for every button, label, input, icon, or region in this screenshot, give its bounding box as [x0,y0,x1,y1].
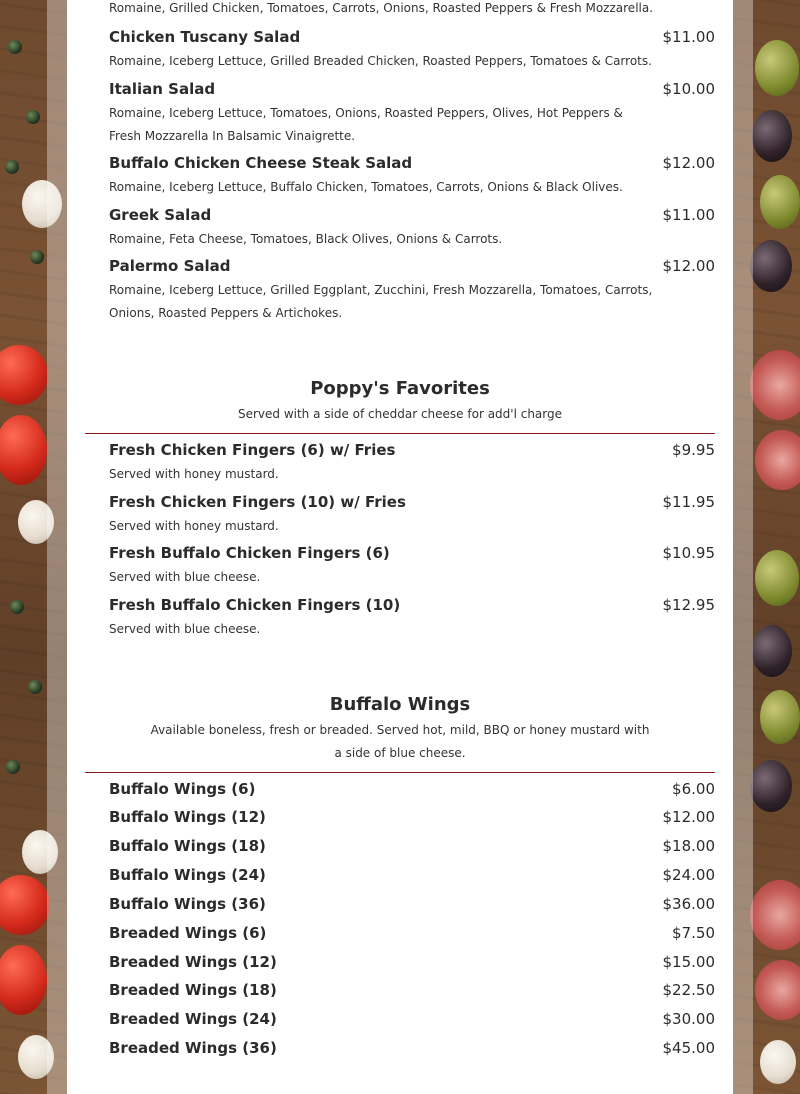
peppercorn-decor [30,250,44,264]
peppercorn-decor [26,110,40,124]
item-name: Breaded Wings (12) [109,953,277,971]
salami-decor [750,350,800,420]
item-description: Served with honey mustard. [109,467,279,481]
item-name: Buffalo Wings (6) [109,780,256,798]
peppercorn-decor [8,40,22,54]
item-name: Fresh Buffalo Chicken Fingers (6) [109,544,390,562]
item-price: $10.95 [662,544,715,562]
item-description: Romaine, Feta Cheese, Tomatoes, Black Olives, Onions & Carrots. [109,232,503,246]
item-price: $45.00 [662,1039,715,1057]
black-olive-decor [750,760,792,812]
item-price: $11.95 [662,493,715,511]
menu-item [109,780,715,802]
item-price: $12.00 [662,257,715,275]
section-title-favorites: Poppy's Favorites [310,378,490,399]
item-name: Breaded Wings (36) [109,1039,277,1057]
item-price: $18.00 [662,837,715,855]
item-name: Fresh Chicken Fingers (6) w/ Fries [109,441,396,459]
tomato-decor [0,945,47,1015]
section-divider [85,772,715,773]
item-name: Breaded Wings (18) [109,981,277,999]
item-price: $11.00 [662,206,715,224]
item-price: $12.00 [662,154,715,172]
menu-item [109,924,715,946]
item-description: Romaine, Iceberg Lettuce, Tomatoes, Onions, Roasted Peppers, Olives, Hot Peppers & Fresh Mozzarella In Balsamic Vinaigrette. [109,106,623,143]
salami-decor [750,880,800,950]
item-price: $9.95 [672,441,715,459]
black-olive-decor [752,110,792,162]
green-olive-decor [760,690,800,744]
tomato-decor [0,345,48,405]
item-price: $12.00 [662,808,715,826]
item-price: $15.00 [662,953,715,971]
item-name: Breaded Wings (6) [109,924,267,942]
item-name: Palermo Salad [109,257,231,275]
salami-decor [755,960,800,1020]
peppercorn-decor [10,600,24,614]
section-divider [85,433,715,434]
item-name: Buffalo Chicken Cheese Steak Salad [109,154,413,172]
menu-item [109,1039,715,1061]
peppercorn-decor [5,160,19,174]
tomato-decor [0,875,50,935]
item-description: Served with blue cheese. [109,622,261,636]
peppercorn-decor [28,680,42,694]
item-name: Fresh Chicken Fingers (10) w/ Fries [109,493,406,511]
panel-edge-right [733,0,753,1094]
item-name: Buffalo Wings (18) [109,837,266,855]
item-name: Greek Salad [109,206,212,224]
item-price: $10.00 [662,80,715,98]
panel-edge-left [47,0,67,1094]
section-title-wings: Buffalo Wings [329,694,471,715]
tomato-decor [0,415,47,485]
black-olive-decor [752,625,792,677]
garlic-decor [760,1040,796,1084]
section-subtitle-wings: Available boneless, fresh or breaded. Served hot, mild, BBQ or honey mustard with a side of blue cheese. [150,723,650,760]
item-description: Served with honey mustard. [109,519,279,533]
menu-item [109,895,715,917]
item-description: Romaine, Iceberg Lettuce, Grilled Breaded Chicken, Roasted Peppers, Tomatoes & Carrots. [109,54,652,68]
menu-item [109,866,715,888]
salad-description: Romaine, Grilled Chicken, Tomatoes, Carrots, Onions, Roasted Peppers & Fresh Mozzarella. [109,1,654,15]
menu-item [109,837,715,859]
item-price: $7.50 [672,924,715,942]
item-price: $12.95 [662,596,715,614]
item-price: $6.00 [672,780,715,798]
green-olive-decor [760,175,800,229]
menu-item [109,808,715,830]
item-name: Buffalo Wings (36) [109,895,266,913]
item-description: Served with blue cheese. [109,570,261,584]
item-name: Fresh Buffalo Chicken Fingers (10) [109,596,401,614]
item-name: Buffalo Wings (24) [109,866,266,884]
item-price: $24.00 [662,866,715,884]
green-olive-decor [755,550,799,606]
item-name: Chicken Tuscany Salad [109,28,301,46]
item-name: Italian Salad [109,80,216,98]
peppercorn-decor [6,760,20,774]
item-name: Breaded Wings (24) [109,1010,277,1028]
item-description: Romaine, Iceberg Lettuce, Buffalo Chicken, Tomatoes, Carrots, Onions & Black Olives. [109,180,623,194]
item-description: Romaine, Iceberg Lettuce, Grilled Eggplant, Zucchini, Fresh Mozzarella, Tomatoes, Carrots, Onions, Roasted Peppers & Artichokes. [109,283,653,320]
salami-decor [755,430,800,490]
item-price: $22.50 [662,981,715,999]
menu-item [109,1010,715,1032]
item-price: $30.00 [662,1010,715,1028]
item-name: Buffalo Wings (12) [109,808,266,826]
green-olive-decor [755,40,799,96]
item-price: $11.00 [662,28,715,46]
item-price: $36.00 [662,895,715,913]
menu-item [109,981,715,1003]
menu-item [109,953,715,975]
black-olive-decor [750,240,792,292]
section-subtitle-favorites: Served with a side of cheddar cheese for add'l charge [237,407,563,421]
